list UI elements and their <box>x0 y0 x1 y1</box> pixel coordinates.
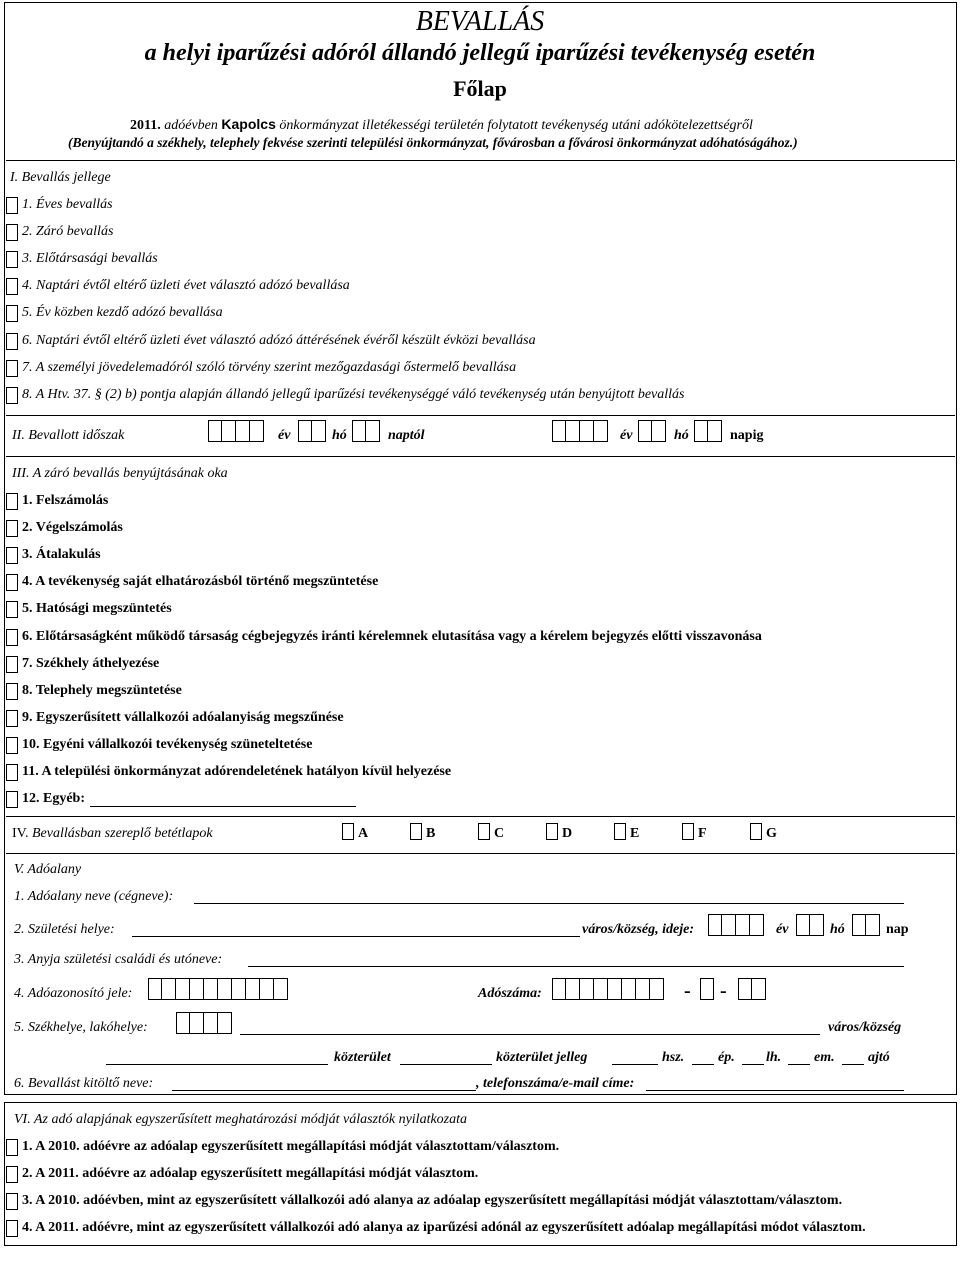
period-to-day[interactable] <box>694 420 722 442</box>
declaration-type-checkbox[interactable] <box>6 278 18 295</box>
filler-contact-line[interactable] <box>646 1090 904 1091</box>
annex-g-label: G <box>766 826 777 841</box>
building-label: ép. <box>718 1050 735 1065</box>
seat-city-label: város/község <box>828 1020 902 1035</box>
sheet-label: Főlap <box>453 76 507 101</box>
simplified-method-checkbox[interactable] <box>6 1166 18 1183</box>
closing-reason-checkbox[interactable] <box>6 493 18 510</box>
header-year: 2011. <box>130 118 161 133</box>
annex-b-label: B <box>426 826 436 841</box>
period-to-year-label: év <box>620 428 633 443</box>
simplified-method-checkbox[interactable] <box>6 1139 18 1156</box>
closing-reason-label: 9. Egyszerűsített vállalkozói adóalanyiság megszűnése <box>22 709 344 725</box>
filler-name-line[interactable] <box>172 1090 476 1091</box>
section2-label: Bevallott időszak <box>28 428 125 443</box>
annex-f-checkbox[interactable] <box>682 823 694 840</box>
annex-d-label: D <box>562 826 573 841</box>
closing-reason-checkbox[interactable] <box>6 737 18 754</box>
closing-reason-label: 2. Végelszámolás <box>22 520 123 536</box>
period-to-day-label: napig <box>730 428 764 443</box>
section2-title <box>12 428 124 444</box>
birth-date-label: város/község, ideje: <box>582 922 694 937</box>
period-to-month-label: hó <box>674 428 689 443</box>
closing-reason-label: 6. Előtársaságként működő társaság cégbejegyzés iránti kérelemnek elutasítása vagy a kérelem bejegyzés előtti visszavonása <box>22 628 762 644</box>
annex-e-checkbox[interactable] <box>614 823 626 840</box>
annex-e-label: E <box>630 826 640 841</box>
declaration-type-checkbox[interactable] <box>6 197 18 214</box>
staircase-label: lh. <box>766 1050 782 1065</box>
header-line-text: önkormányzat illetékességi területén folytatott tevékenység utáni adókötelezettségről <box>279 118 753 133</box>
section4-label: Bevallásban szereplő betétlapok <box>31 826 213 841</box>
birthplace-line[interactable] <box>132 936 580 937</box>
taxnum-dash-2: - <box>720 980 727 1002</box>
declaration-type-checkbox[interactable] <box>6 224 18 241</box>
simplified-method-label: 4. A 2011. adóévre, mint az egyszerűsített vállalkozói adó alanya az iparűzési adónál az egyszerűsített adóalap megállapítási módot választom. <box>22 1220 866 1235</box>
annex-a-checkbox[interactable] <box>342 823 354 840</box>
building-line[interactable] <box>692 1064 714 1065</box>
period-to-month[interactable] <box>638 420 666 442</box>
simplified-method-label: 3. A 2010. adóévben, mint az egyszerűsített vállalkozói adó alanya az adóalap egyszerűsített megállapítási módját választottam/választom. <box>22 1193 843 1208</box>
street-label: közterület <box>334 1050 391 1065</box>
taxid-cells[interactable] <box>148 978 288 1000</box>
taxpayer-name-line[interactable] <box>194 903 904 904</box>
section2-num: II. <box>12 428 25 443</box>
birth-month-label: hó <box>830 922 845 937</box>
declaration-type-label: 8. A Htv. 37. § (2) b) pontja alapján állandó jellegű iparűzési tevékenységgé váló tevékenység után benyújtott bevallás <box>22 386 685 402</box>
closing-reason-checkbox[interactable] <box>6 547 18 564</box>
closing-reason-label: 1. Felszámolás <box>22 493 109 508</box>
divider <box>6 415 955 416</box>
simplified-method-label: 1. A 2010. adóévre az adóalap egyszerűsített megállapítási módját választottam/választom. <box>22 1139 560 1154</box>
street-type-label: közterület jelleg <box>496 1050 588 1065</box>
divider <box>6 160 955 161</box>
divider <box>6 456 955 457</box>
declaration-type-label: 3. Előtársasági bevallás <box>22 251 158 267</box>
door-line[interactable] <box>842 1064 864 1065</box>
period-from-year[interactable] <box>208 420 264 442</box>
mother-name-label: 3. Anyja születési családi és utóneve: <box>14 952 223 967</box>
closing-reason-checkbox[interactable] <box>6 629 18 646</box>
declaration-type-label: 2. Záró bevallás <box>22 224 114 240</box>
taxnum-dash-1: - <box>684 980 691 1002</box>
declaration-type-checkbox[interactable] <box>6 387 18 404</box>
seat-city-line[interactable] <box>240 1034 820 1035</box>
closing-reason-checkbox[interactable] <box>6 764 18 781</box>
floor-label: em. <box>814 1050 835 1065</box>
annex-c-label: C <box>494 826 505 841</box>
section4-num: IV. <box>12 826 29 841</box>
simplified-method-label: 2. A 2011. adóévre az adóalap egyszerűsített megállapítási módját választom. <box>22 1166 479 1181</box>
taxnum-cells-2[interactable] <box>700 978 714 1000</box>
declaration-type-label: 1. Éves bevallás <box>22 197 113 212</box>
taxnum-cells-1[interactable] <box>552 978 664 1000</box>
annex-d-checkbox[interactable] <box>546 823 558 840</box>
form-title: BEVALLÁS <box>415 6 545 37</box>
floor-line[interactable] <box>788 1064 810 1065</box>
closing-reason-label: 8. Telephely megszüntetése <box>22 682 182 698</box>
period-from-month-label: hó <box>332 428 347 443</box>
street-line[interactable] <box>106 1064 328 1065</box>
period-to-year[interactable] <box>552 420 608 442</box>
section6-title: VI. Az adó alapjának egyszerűsített meghatározási módját választók nyilatkozata <box>14 1112 468 1127</box>
closing-reason-label: 5. Hatósági megszüntetés <box>22 601 172 617</box>
house-number-label: hsz. <box>662 1050 685 1065</box>
municipality-name: Kapolcs <box>221 116 276 132</box>
closing-reason-checkbox[interactable] <box>6 601 18 618</box>
taxpayer-name-label: 1. Adóalany neve (cégneve): <box>14 889 174 904</box>
declaration-type-checkbox[interactable] <box>6 360 18 377</box>
period-from-day-label: naptól <box>388 428 425 443</box>
filler-contact-label: , telefonszáma/e-mail címe: <box>476 1076 635 1091</box>
annex-c-checkbox[interactable] <box>478 823 490 840</box>
closing-reason-label: 4. A tevékenység saját elhatározásból történő megszüntetése <box>22 574 379 590</box>
annex-g-checkbox[interactable] <box>750 823 762 840</box>
header-line <box>130 116 753 134</box>
closing-reason-checkbox[interactable] <box>6 574 18 591</box>
birth-day-label: nap <box>886 922 909 937</box>
other-reason-line[interactable] <box>90 806 356 807</box>
header-year-text: adóévben <box>164 118 218 133</box>
submission-note: (Benyújtandó a székhely, telephely fekvése szerinti települési önkormányzat, fővárosban a fővárosi önkormányzat adóhatóságához.) <box>68 135 798 150</box>
taxid-label: 4. Adóazonosító jele: <box>14 986 133 1001</box>
declaration-type-label: 4. Naptári évtől eltérő üzleti évet választó adózó bevallása <box>22 278 350 294</box>
street-type-line[interactable] <box>400 1064 492 1065</box>
door-label: ajtó <box>868 1050 890 1065</box>
period-from-month[interactable] <box>298 420 326 442</box>
seat-label: 5. Székhelye, lakóhelye: <box>14 1020 148 1035</box>
annex-f-label: F <box>698 826 707 841</box>
staircase-line[interactable] <box>742 1064 764 1065</box>
divider <box>6 816 955 817</box>
mother-name-line[interactable] <box>248 966 904 967</box>
closing-reason-checkbox[interactable] <box>6 683 18 700</box>
section1-title: I. Bevallás jellege <box>10 170 111 185</box>
section4-title <box>12 826 213 842</box>
divider <box>6 853 955 854</box>
simplified-method-checkbox[interactable] <box>6 1220 18 1237</box>
birthplace-label: 2. Születési helye: <box>14 922 115 937</box>
section5-title: V. Adóalany <box>14 862 82 877</box>
declaration-type-label: 5. Év közben kezdő adózó bevallása <box>22 305 223 321</box>
closing-reason-checkbox[interactable] <box>6 710 18 727</box>
closing-reason-checkbox[interactable] <box>6 791 18 808</box>
birth-month[interactable] <box>796 914 824 936</box>
declaration-type-label: 6. Naptári évtől eltérő üzleti évet választó adózó áttérésének évéről készült évközi bevallása <box>22 332 536 348</box>
closing-reason-label: 3. Átalakulás <box>22 547 101 563</box>
simplified-method-checkbox[interactable] <box>6 1193 18 1210</box>
house-number-line[interactable] <box>612 1064 658 1065</box>
declaration-type-checkbox[interactable] <box>6 251 18 268</box>
taxnum-label: Adószáma: <box>478 986 542 1001</box>
section3-title: III. A záró bevallás benyújtásának oka <box>12 466 228 481</box>
closing-reason-label: 10. Egyéni vállalkozói tevékenység szüneteltetése <box>22 736 313 752</box>
closing-reason-label: 11. A települési önkormányzat adórendeletének hatályon kívül helyezése <box>22 764 452 779</box>
period-from-day[interactable] <box>352 420 380 442</box>
birth-year[interactable] <box>708 914 764 936</box>
birth-day[interactable] <box>852 914 880 936</box>
taxnum-cells-3[interactable] <box>738 978 766 1000</box>
form-subtitle: a helyi iparűzési adóról állandó jellegű iparűzési tevékenység esetén <box>144 40 816 66</box>
closing-reason-label: 7. Székhely áthelyezése <box>22 655 160 671</box>
declaration-type-checkbox[interactable] <box>6 333 18 350</box>
closing-reason-checkbox[interactable] <box>6 656 18 673</box>
postcode-cells[interactable] <box>176 1012 232 1034</box>
birth-year-label: év <box>776 922 789 937</box>
declaration-type-checkbox[interactable] <box>6 305 18 322</box>
period-from-year-label: év <box>278 428 291 443</box>
closing-reason-checkbox[interactable] <box>6 520 18 537</box>
annex-b-checkbox[interactable] <box>410 823 422 840</box>
declaration-type-label: 7. A személyi jövedelemadóról szóló törvény szerint mezőgazdasági őstermelő bevallása <box>22 359 517 375</box>
filler-name-label: 6. Bevallást kitöltő neve: <box>14 1076 154 1091</box>
annex-a-label: A <box>358 826 369 841</box>
closing-reason-label: 12. Egyéb: <box>22 791 85 807</box>
